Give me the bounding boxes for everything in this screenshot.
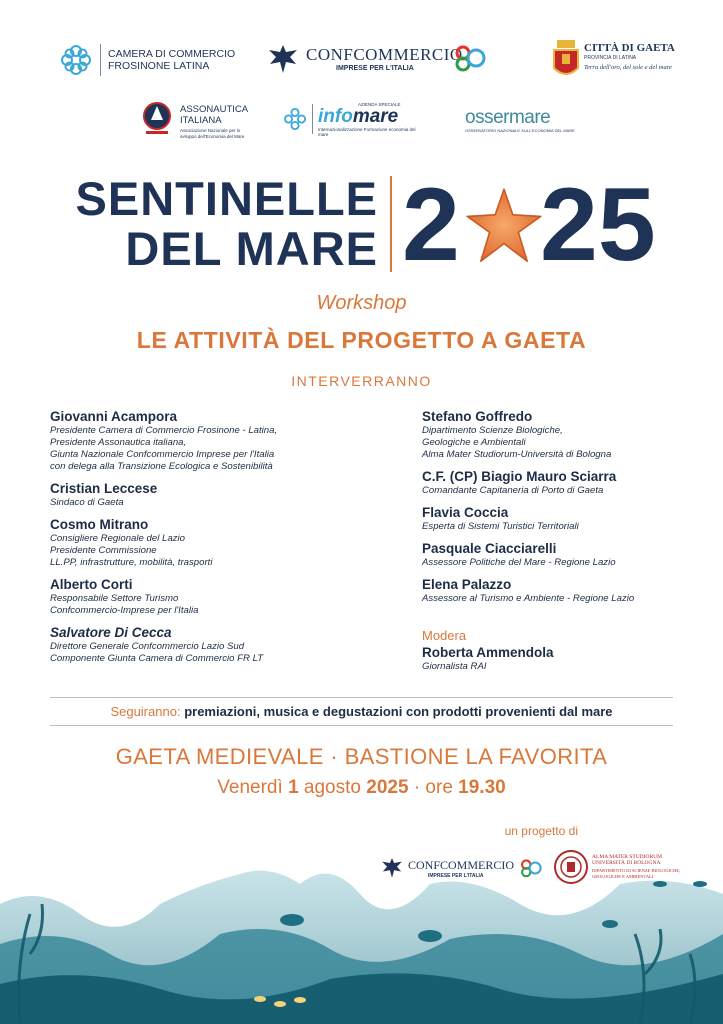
- speaker-name: Elena Palazzo: [422, 577, 512, 592]
- informare-top: AZIENDA SPECIALE: [358, 102, 401, 107]
- speaker-role: Sindaco di Gaeta: [50, 497, 124, 508]
- logo-assonautica: [142, 96, 262, 140]
- date-day: Venerdì: [217, 777, 283, 798]
- following-text: premiazioni, musica e degustazioni con prodotti provenienti dal mare: [184, 704, 613, 719]
- eighty-icon: [454, 44, 486, 72]
- speaker-name: Alberto Corti: [50, 577, 133, 592]
- unibo-line3: DIPARTIMENTO DI SCIENZE BIOLOGICHE,: [592, 868, 681, 873]
- project-by-label: un progetto di: [504, 824, 578, 838]
- speaker-role: Alma Mater Studiorum-Università di Bologna: [422, 449, 612, 460]
- date-month: agosto: [303, 777, 361, 798]
- speaker-name: Stefano Goffredo: [422, 409, 533, 424]
- speaker-name: Cristian Leccese: [50, 481, 158, 496]
- logo-citta-gaeta: [552, 38, 682, 82]
- event-date: [0, 777, 723, 799]
- interverranno-label: INTERVERRANNO: [291, 373, 432, 389]
- divider-top: [50, 697, 673, 698]
- confcommercio-name: CONFCOMMERCIO: [306, 45, 463, 64]
- informare-name: [318, 107, 422, 127]
- date-ore: ore: [425, 777, 453, 798]
- gaeta-province: PROVINCIA DI LATINA: [584, 55, 637, 61]
- speaker-entry: [422, 576, 722, 605]
- speaker-role: LL.PP, infrastrutture, mobilità, trasporti: [50, 557, 213, 568]
- moderator-label: Modera: [422, 628, 467, 643]
- venue: GAETA MEDIEVALE · BASTIONE LA FAVORITA: [115, 744, 608, 769]
- speakers-left: [50, 408, 350, 672]
- date-sep: ·: [413, 777, 421, 798]
- speaker-name: Cosmo Mitrano: [50, 517, 149, 532]
- speakers-right: [422, 408, 722, 612]
- speaker-entry: [422, 540, 722, 569]
- divider-bottom: [50, 725, 673, 726]
- workshop-label: Workshop: [316, 292, 407, 314]
- ossermare-sub: OSSERVATORIO NAZIONALE SULL'ECONOMIA DEL MARE: [465, 128, 575, 133]
- starfish-icon: [464, 186, 544, 266]
- logo-confcommercio-bottom: [380, 852, 545, 886]
- speaker-role: Direttore Generale Confcommercio Lazio Sud: [50, 641, 245, 652]
- confcommercio-tagline: IMPRESE PER L'ITALIA: [336, 65, 414, 72]
- assonautica-line1: ASSONAUTICA: [180, 104, 249, 115]
- title-line1: SENTINELLE: [75, 172, 378, 225]
- informare-sub: Internazionalizzazione Formazione economia del mare: [318, 127, 416, 137]
- informare-flower-icon: [282, 106, 308, 132]
- coat-of-arms-icon: [552, 40, 580, 80]
- moderator: [422, 628, 554, 673]
- unibo-seal-icon: [554, 850, 588, 884]
- logo-informare: [282, 100, 422, 138]
- logo-confcommercio-top: [266, 40, 491, 80]
- speaker-name: C.F. (CP) Biagio Mauro Sciarra: [422, 469, 617, 484]
- speaker-role: Consigliere Regionale del Lazio: [50, 533, 185, 544]
- eighty-bottom-icon: [520, 858, 542, 878]
- unibo-line4: GEOLOGICHE E AMBIENTALI: [592, 873, 654, 879]
- speaker-role: Giunta Nazionale Confcommercio Imprese per l'Italia: [50, 449, 275, 460]
- gaeta-name: CITTÀ DI GAETA: [584, 42, 675, 54]
- date-time: 19.30: [458, 777, 506, 798]
- date-year: 2025: [366, 777, 409, 798]
- logo-ossermare: [465, 108, 585, 136]
- unibo-line2: UNIVERSITÀ DI BOLOGNA: [592, 860, 661, 866]
- camera-line1: CAMERA DI COMMERCIO: [108, 48, 236, 60]
- speaker-entry: [50, 624, 350, 665]
- speaker-role: Confcommercio-Imprese per l'Italia: [50, 605, 199, 616]
- assonautica-emblem-icon: [142, 98, 172, 136]
- title-divider: [390, 176, 392, 272]
- speaker-role: Geologiche e Ambientali: [422, 437, 526, 448]
- following-label: Seguiranno:: [110, 704, 181, 719]
- date-num: 1: [288, 777, 299, 798]
- unibo-line1: ALMA MATER STUDIORUM: [592, 854, 662, 860]
- speaker-role: Assessore Politiche del Mare - Regione Lazio: [422, 557, 616, 568]
- speaker-name: Pasquale Ciacciarelli: [422, 541, 557, 556]
- following-line: [0, 704, 723, 719]
- speaker-entry: [50, 516, 350, 569]
- speaker-role: Responsabile Settore Turismo: [50, 593, 179, 604]
- title-line2: DEL MARE: [125, 222, 378, 275]
- speaker-name: Flavia Coccia: [422, 505, 509, 520]
- gaeta-motto: Terra dell'oro, del sole e del mare: [584, 64, 672, 71]
- speaker-entry: [50, 480, 350, 509]
- speaker-entry: [50, 408, 350, 473]
- speaker-name: Salvatore Di Cecca: [50, 625, 172, 640]
- speaker-entry: [422, 408, 722, 461]
- informare-name-b: mare: [352, 106, 399, 127]
- speaker-entry: [50, 576, 350, 617]
- speaker-role: Presidente Assonautica italiana,: [50, 437, 187, 448]
- subtitle: LE ATTIVITÀ DEL PROGETTO A GAETA: [136, 327, 587, 353]
- speaker-entry: [422, 504, 722, 533]
- speaker-role: Presidente Commissione: [50, 545, 157, 556]
- logo-camera-commercio: [58, 40, 238, 80]
- title-year-2: 2: [402, 167, 460, 283]
- assonautica-sub: Associazione Nazionale per lo sviluppo dell'Economia del Mare: [180, 128, 245, 139]
- eagle-bottom-icon: [380, 856, 404, 880]
- speaker-role: Dipartimento Scienze Biologiche,: [422, 425, 563, 436]
- ossermare-name: ossermare: [465, 107, 551, 128]
- assonautica-line2: ITALIANA: [180, 115, 222, 126]
- speaker-role: con delega alla Transizione Ecologica e Sostenibilità: [50, 461, 273, 472]
- speaker-entry: [422, 468, 722, 497]
- flower-icon: [58, 42, 94, 78]
- camera-line2: FROSINONE LATINA: [108, 60, 210, 72]
- speaker-role: Presidente Camera di Commercio Frosinone - Latina,: [50, 425, 278, 436]
- speaker-role: Comandante Capitaneria di Porto di Gaeta: [422, 485, 604, 496]
- moderator-role: Giornalista RAI: [422, 661, 487, 672]
- logo-unibo: [554, 850, 694, 886]
- speaker-role: Assessore al Turismo e Ambiente - Regione Lazio: [422, 593, 635, 604]
- title-year-25: 25: [540, 167, 656, 283]
- confcommercio-bottom-name: CONFCOMMERCIO: [408, 858, 515, 872]
- speaker-role: Esperta di Sistemi Turistici Territoriali: [422, 521, 579, 532]
- eagle-icon: [266, 42, 300, 76]
- speaker-name: Giovanni Acampora: [50, 409, 178, 424]
- confcommercio-bottom-tagline: IMPRESE PER L'ITALIA: [428, 873, 484, 879]
- informare-name-a: info: [318, 106, 353, 127]
- speaker-role: Componente Giunta Camera di Commercio FR LT: [50, 653, 264, 664]
- moderator-name: Roberta Ammendola: [422, 645, 554, 660]
